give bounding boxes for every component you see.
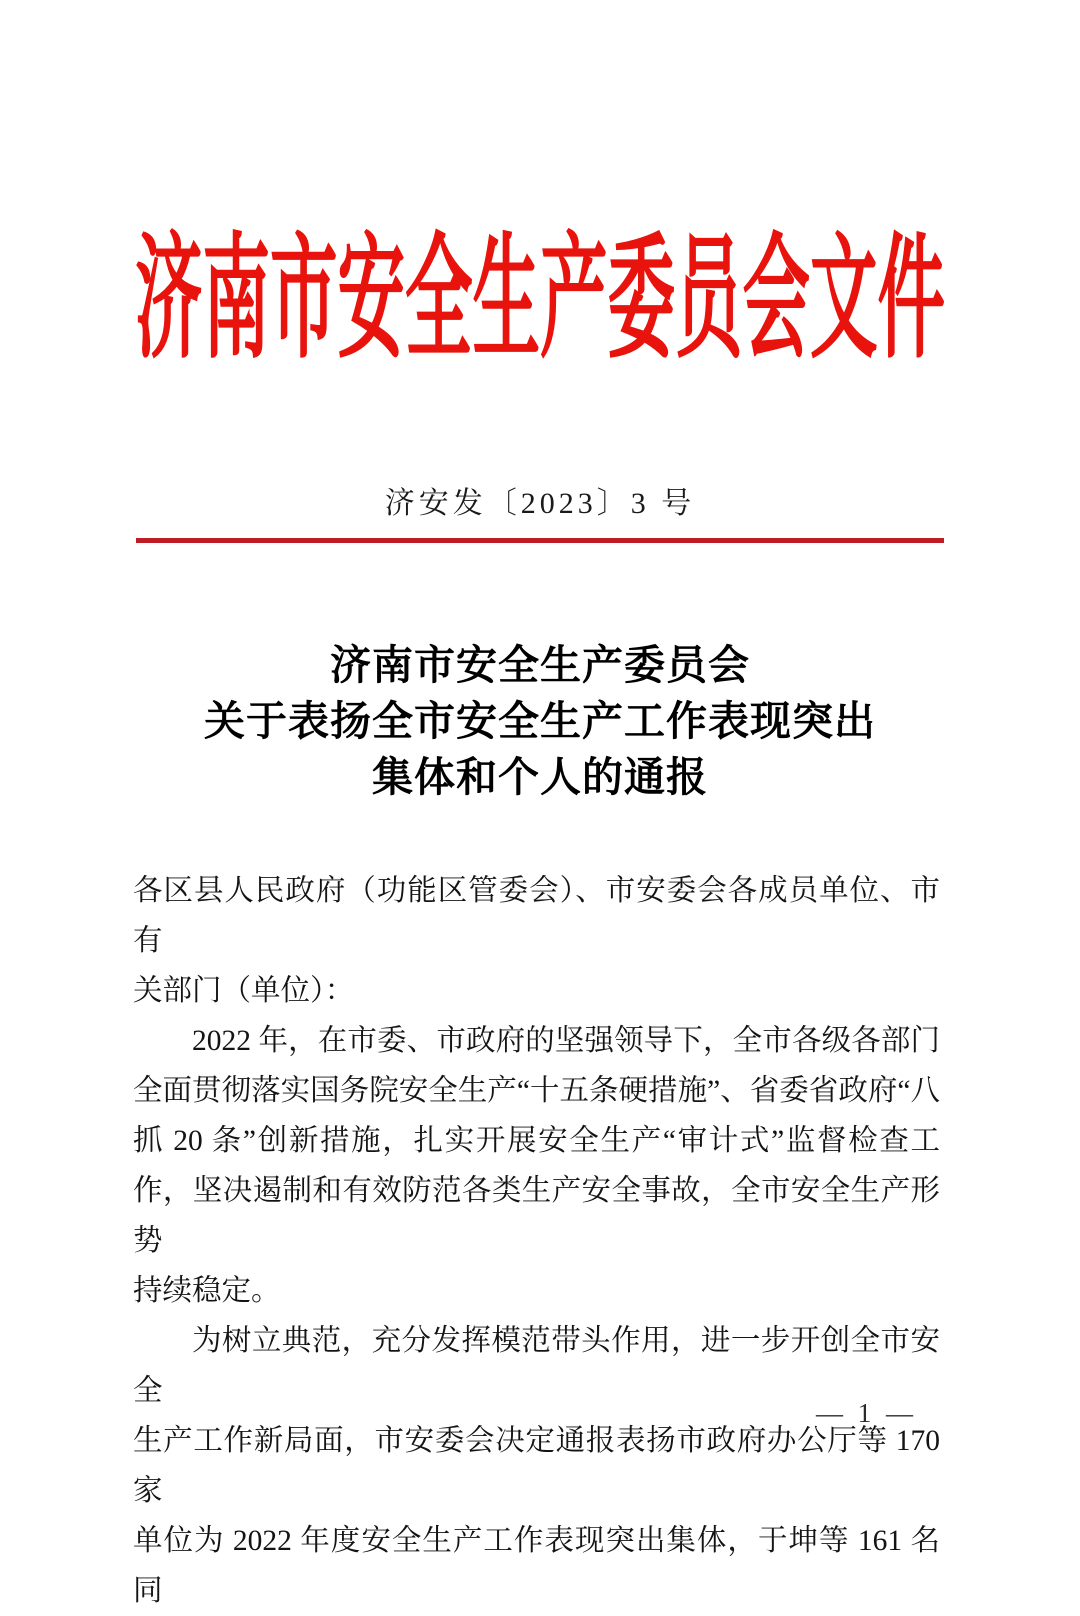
body-line: 2022 年，在市委、市政府的坚强领导下，全市各级各部门: [192, 1025, 940, 1057]
doc-number: 济安发〔2023〕3 号: [384, 487, 696, 520]
notice-title: [0, 637, 1080, 805]
notice-title-line: 集体和个人的通报: [372, 754, 708, 800]
body-line: 为树立典范，充分发挥模范带头作用，进一步开创全市安全: [133, 1325, 940, 1407]
agency-banner-title: 济南市安全生产委员会文件: [135, 225, 945, 375]
body-line: 全面贯彻落实国务院安全生产“十五条硬措施”、省委省政府“八: [133, 1075, 940, 1107]
body-line: 关部门（单位）：: [133, 975, 355, 1007]
body-line: 持续稳定。: [133, 1275, 281, 1307]
notice-body: [133, 866, 940, 1616]
notice-title-line: 济南市安全生产委员会: [330, 642, 750, 688]
body-line: 作，坚决遏制和有效防范各类生产安全事故，全市安全生产形势: [133, 1175, 940, 1257]
body-line: 单位为 2022 年度安全生产工作表现突出集体，于坤等 161 名同: [133, 1525, 940, 1607]
body-line: 生产工作新局面，市安委会决定通报表扬市政府办公厅等 170 家: [133, 1425, 940, 1507]
body-line: 各区县人民政府（功能区管委会）、市安委会各成员单位、市有: [133, 875, 940, 957]
red-separator-line: [136, 538, 944, 543]
page-number: — 1 —: [816, 1398, 917, 1428]
notice-title-line: 关于表扬全市安全生产工作表现突出: [204, 698, 876, 744]
body-line: 抓 20 条”创新措施，扎实开展安全生产“审计式”监督检查工: [133, 1125, 940, 1157]
agency-banner: [0, 226, 1080, 374]
